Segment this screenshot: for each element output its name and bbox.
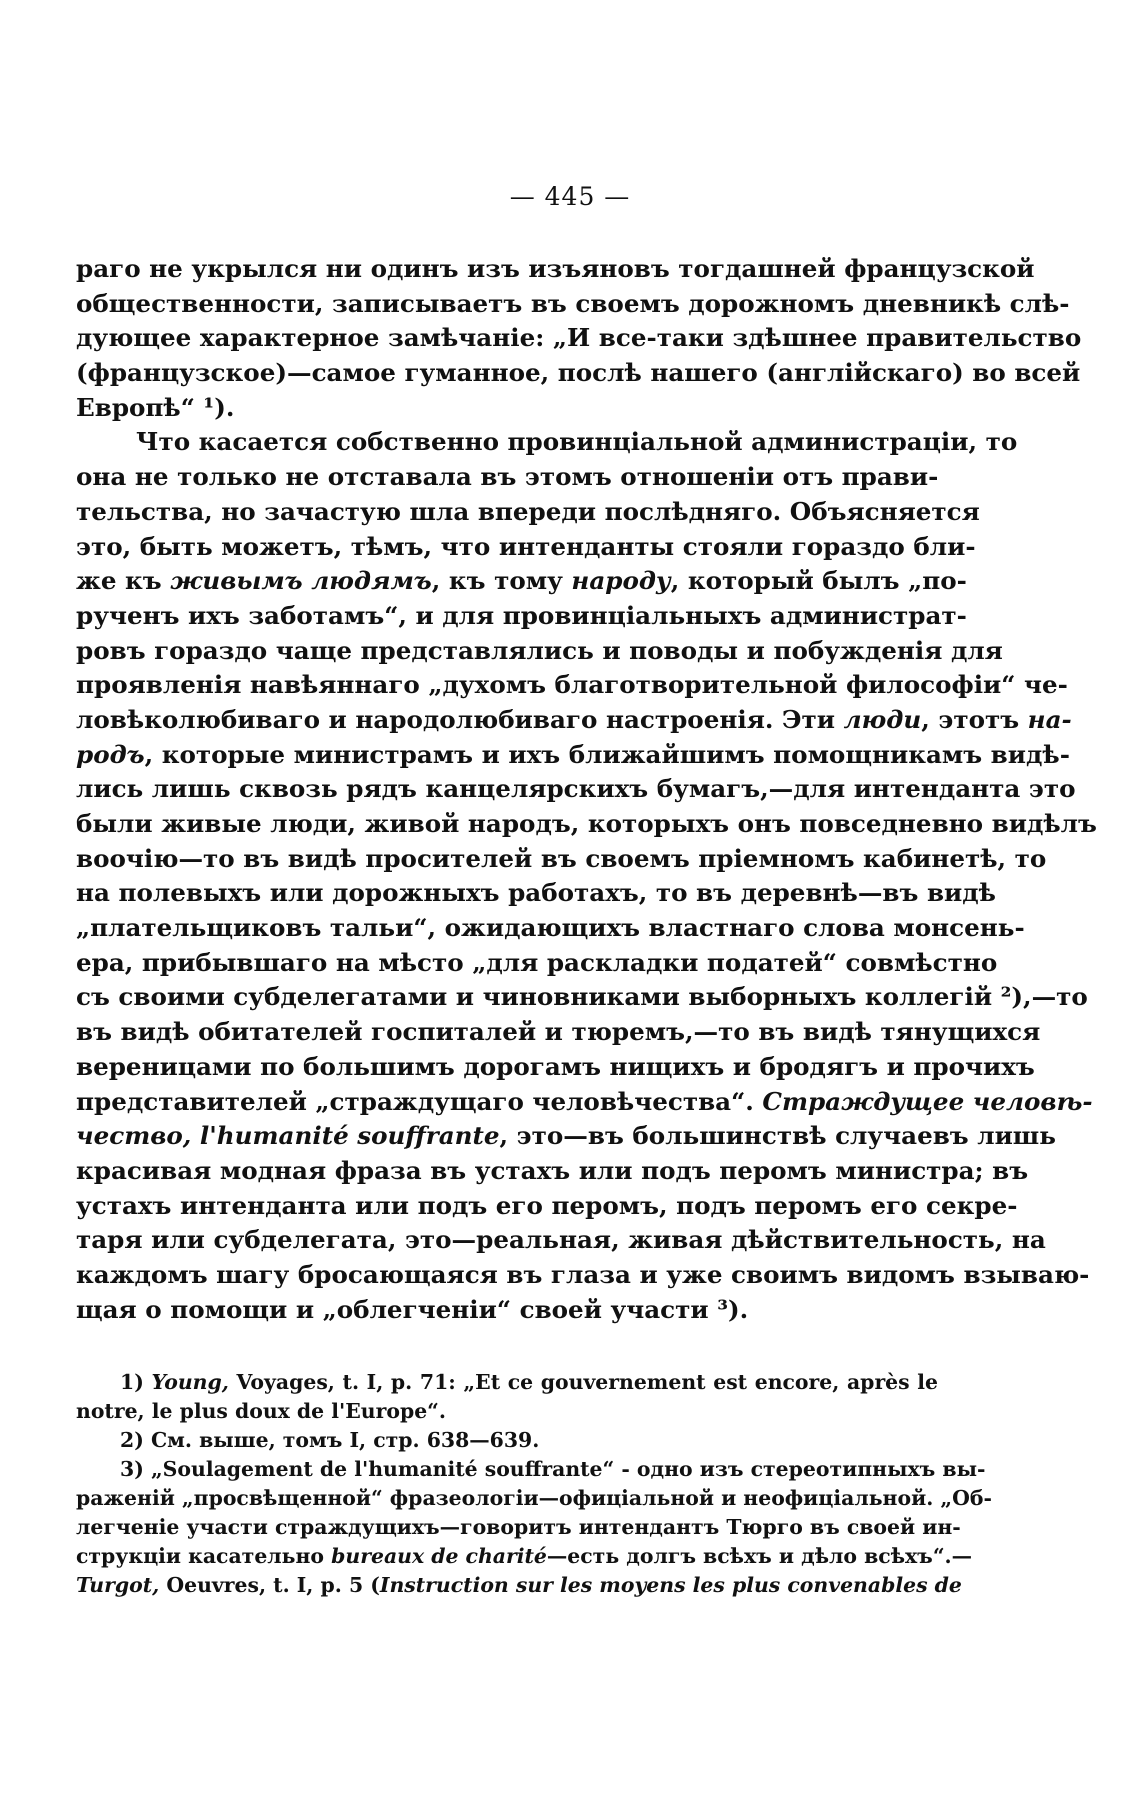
text-run: , это—въ большинствѣ случаевъ лишь: [499, 1121, 1056, 1151]
text-run: Oeuvres, t. I, p. 5 (: [159, 1573, 380, 1597]
text-run: , которые министрамъ и ихъ ближайшимъ помощникамъ видѣ-: [144, 739, 1070, 769]
text-run: струкціи касательно: [76, 1544, 332, 1568]
text-line: [76, 1085, 1093, 1120]
text-run: же къ: [76, 566, 171, 596]
text-line: съ своими субделегатами и чиновниками выборныхъ коллегій ²),—то: [76, 982, 1088, 1012]
text-line: ера, прибывшаго на мѣсто „для раскладки податей“ совмѣстно: [76, 947, 998, 977]
text-run: „Soulagement de l'humanité souffrante“ - одно изъ стереотипныхъ вы-: [143, 1457, 986, 1481]
footnote-3-cont: [76, 1571, 962, 1600]
main-text: [76, 252, 1097, 1327]
text-line: рученъ ихъ заботамъ“, и для провинціальныхъ администрат-: [76, 600, 967, 630]
text-line: щая о помощи и „облегченіи“ своей участи ³).: [76, 1294, 749, 1324]
italic-phrase: bureaux de charité: [331, 1544, 547, 1568]
footnote-1-cont: notre, le plus doux de l'Europe“.: [76, 1399, 447, 1423]
footnote-3-cont: раженій „просвѣщенной“ фразеологіи—офиціальной и неофиціальной. „Об-: [76, 1486, 992, 1510]
text-line: раго не укрылся ни одинъ изъ изъяновъ тогдашней французской: [76, 254, 1035, 283]
italic-phrase: родъ: [76, 739, 145, 769]
italic-phrase: Instruction sur les moyens les plus convenables de: [379, 1573, 962, 1597]
footnote-3-cont: [76, 1542, 973, 1571]
text-run: , который былъ „по-: [670, 566, 967, 596]
text-line: Что касается собственно провинціальной администраціи, то: [136, 427, 1018, 457]
footnote-marker: 3): [120, 1457, 144, 1481]
text-line: это, быть можетъ, тѣмъ, что интенданты стояли гораздо бли-: [76, 531, 976, 561]
text-line: таря или субделегата, это—реальная, живая дѣйствительность, на: [76, 1225, 1046, 1255]
text-line: лись лишь сквозь рядъ канцелярскихъ бумагъ,—для интенданта это: [76, 774, 1076, 804]
text-line: устахъ интенданта или подъ его перомъ, подъ перомъ его секре-: [76, 1190, 1018, 1220]
text-run: См. выше, томъ I, стр. 638—639.: [143, 1428, 540, 1452]
footnote-marker: 2): [120, 1428, 144, 1452]
footnote-2: [76, 1426, 938, 1455]
italic-phrase: Страждущее человѣ-: [762, 1086, 1093, 1116]
text-run: —есть долгъ всѣхъ и дѣло всѣхъ“.—: [546, 1544, 973, 1568]
footnote-1: [76, 1368, 938, 1397]
footnote-3: [76, 1455, 986, 1484]
text-run: Voyages, t. I, p. 71: „Et ce gouvernement est encore, après le: [228, 1370, 938, 1394]
text-run: , къ тому: [431, 566, 572, 596]
text-line: были живые люди, живой народъ, которыхъ онъ повседневно видѣлъ: [76, 809, 1097, 838]
text-line: каждомъ шагу бросающаяся въ глаза и уже своимъ видомъ взываю-: [76, 1259, 1090, 1289]
text-line: [76, 564, 967, 599]
text-line: на полевыхъ или дорожныхъ работахъ, то въ деревнѣ—въ видѣ: [76, 878, 996, 908]
italic-phrase: на-: [1027, 704, 1072, 734]
text-line: [76, 738, 1070, 773]
footnote-3-cont: легченіе участи страждущихъ—говоритъ интендантъ Тюрго въ своей ин-: [76, 1515, 961, 1539]
text-line: „плательщиковъ тальи“, ожидающихъ властнаго слова монсень-: [76, 913, 1025, 943]
text-line: вереницами по большимъ дорогамъ нищихъ и бродягъ и прочихъ: [76, 1051, 1035, 1081]
italic-phrase: чество, l'humanité souffrante: [76, 1121, 500, 1151]
italic-phrase: живымъ людямъ: [170, 566, 432, 596]
italic-phrase: народу: [571, 566, 671, 596]
text-line: тельства, но зачастую шла впереди послѣдняго. Объясняется: [76, 496, 980, 526]
page-number: — 445 —: [509, 182, 631, 211]
text-line: [76, 703, 1072, 738]
italic-phrase: Young,: [151, 1370, 229, 1394]
text-run: ловѣколюбиваго и народолюбиваго настроенія. Эти: [76, 704, 844, 734]
text-line: общественности, записываетъ въ своемъ дорожномъ дневникѣ слѣ-: [76, 288, 1070, 318]
text-line: она не только не отставала въ этомъ отношеніи отъ прави-: [76, 462, 939, 492]
text-run: , этотъ: [921, 704, 1028, 734]
text-line: ровъ гораздо чаще представлялись и поводы и побужденія для: [76, 635, 1003, 665]
text-line: красивая модная фраза въ устахъ или подъ перомъ министра; въ: [76, 1155, 1029, 1185]
text-line: воочію—то въ видѣ просителей въ своемъ пріемномъ кабинетѣ, то: [76, 843, 1047, 873]
text-line: [76, 1119, 1056, 1154]
text-line: (французское)—самое гуманное, послѣ нашего (англійскаго) во всей: [76, 358, 1081, 388]
text-line: проявленія навѣяннаго „духомъ благотворительной философіи“ че-: [76, 670, 1068, 700]
footnote-marker: 1): [120, 1370, 144, 1394]
text-line: дующее характерное замѣчаніе: „И все-таки здѣшнее правительство: [76, 323, 1082, 353]
text-line: въ видѣ обитателей госпиталей и тюремъ,—то въ видѣ тянущихся: [76, 1017, 1041, 1047]
text-line: Европѣ“ ¹).: [76, 392, 235, 422]
text-run: представителей „страждущаго человѣчества“.: [76, 1086, 763, 1116]
italic-phrase: Turgot,: [76, 1573, 160, 1597]
footnotes: [76, 1368, 992, 1600]
italic-phrase: люди: [843, 704, 922, 734]
